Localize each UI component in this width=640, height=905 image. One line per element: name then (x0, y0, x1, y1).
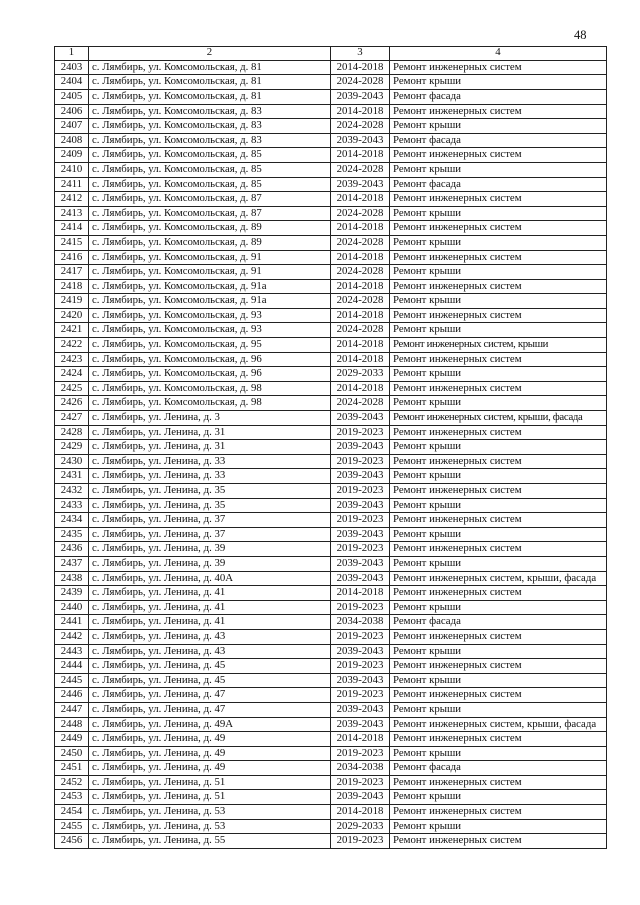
address-cell: с. Лямбирь, ул. Комсомольская, д. 83 (89, 119, 331, 134)
period-cell: 2039-2043 (331, 527, 390, 542)
row-number: 2410 (55, 162, 89, 177)
works-cell: Ремонт инженерных систем (390, 148, 607, 163)
period-cell: 2019-2023 (331, 600, 390, 615)
works-cell: Ремонт крыши (390, 556, 607, 571)
period-cell: 2039-2043 (331, 411, 390, 426)
address-cell: с. Лямбирь, ул. Комсомольская, д. 83 (89, 133, 331, 148)
works-cell: Ремонт крыши (390, 75, 607, 90)
table-row (55, 571, 607, 586)
works-cell: Ремонт крыши (390, 819, 607, 834)
address-cell: с. Лямбирь, ул. Ленина, д. 35 (89, 484, 331, 499)
table-row (55, 265, 607, 280)
table-row (55, 659, 607, 674)
works-cell: Ремонт крыши (390, 644, 607, 659)
address-cell: с. Лямбирь, ул. Комсомольская, д. 89 (89, 221, 331, 236)
period-cell: 2014-2018 (331, 805, 390, 820)
row-number: 2438 (55, 571, 89, 586)
works-cell: Ремонт крыши (390, 746, 607, 761)
period-cell: 2039-2043 (331, 89, 390, 104)
address-cell: с. Лямбирь, ул. Комсомольская, д. 98 (89, 381, 331, 396)
address-cell: с. Лямбирь, ул. Комсомольская, д. 91а (89, 294, 331, 309)
period-cell: 2024-2028 (331, 206, 390, 221)
period-cell: 2039-2043 (331, 556, 390, 571)
row-number: 2443 (55, 644, 89, 659)
period-cell: 2019-2023 (331, 688, 390, 703)
period-cell: 2024-2028 (331, 323, 390, 338)
works-cell: Ремонт фасада (390, 761, 607, 776)
table-row (55, 425, 607, 440)
table-row (55, 352, 607, 367)
period-cell: 2039-2043 (331, 673, 390, 688)
table-row (55, 469, 607, 484)
row-number: 2453 (55, 790, 89, 805)
row-number: 2440 (55, 600, 89, 615)
address-cell: с. Лямбирь, ул. Ленина, д. 41 (89, 600, 331, 615)
registry-table (54, 46, 607, 849)
row-number: 2424 (55, 367, 89, 382)
period-cell: 2039-2043 (331, 644, 390, 659)
table-row (55, 279, 607, 294)
works-cell: Ремонт крыши (390, 790, 607, 805)
row-number: 2414 (55, 221, 89, 236)
row-number: 2408 (55, 133, 89, 148)
period-cell: 2014-2018 (331, 381, 390, 396)
address-cell: с. Лямбирь, ул. Ленина, д. 47 (89, 688, 331, 703)
period-cell: 2014-2018 (331, 352, 390, 367)
row-number: 2420 (55, 308, 89, 323)
works-cell: Ремонт инженерных систем (390, 775, 607, 790)
row-number: 2455 (55, 819, 89, 834)
works-cell: Ремонт крыши (390, 600, 607, 615)
address-cell: с. Лямбирь, ул. Ленина, д. 53 (89, 805, 331, 820)
works-cell: Ремонт инженерных систем (390, 60, 607, 75)
table-row (55, 206, 607, 221)
row-number: 2405 (55, 89, 89, 104)
address-cell: с. Лямбирь, ул. Комсомольская, д. 93 (89, 323, 331, 338)
table-row (55, 819, 607, 834)
row-number: 2412 (55, 192, 89, 207)
period-cell: 2029-2033 (331, 367, 390, 382)
works-cell: Ремонт крыши (390, 702, 607, 717)
table-row (55, 717, 607, 732)
works-cell: Ремонт инженерных систем, крыши, фасада (390, 717, 607, 732)
address-cell: с. Лямбирь, ул. Ленина, д. 39 (89, 542, 331, 557)
row-number: 2406 (55, 104, 89, 119)
period-cell: 2039-2043 (331, 440, 390, 455)
table-row (55, 805, 607, 820)
works-cell: Ремонт крыши (390, 498, 607, 513)
row-number: 2416 (55, 250, 89, 265)
address-cell: с. Лямбирь, ул. Ленина, д. 45 (89, 659, 331, 674)
row-number: 2450 (55, 746, 89, 761)
works-cell: Ремонт инженерных систем (390, 425, 607, 440)
works-cell: Ремонт фасада (390, 177, 607, 192)
works-cell: Ремонт инженерных систем (390, 659, 607, 674)
address-cell: с. Лямбирь, ул. Комсомольская, д. 98 (89, 396, 331, 411)
works-cell: Ремонт крыши (390, 673, 607, 688)
table-row (55, 542, 607, 557)
address-cell: с. Лямбирь, ул. Ленина, д. 43 (89, 644, 331, 659)
row-number: 2447 (55, 702, 89, 717)
works-cell: Ремонт инженерных систем (390, 834, 607, 849)
table-row (55, 308, 607, 323)
table-row (55, 513, 607, 528)
works-cell: Ремонт крыши (390, 323, 607, 338)
row-number: 2451 (55, 761, 89, 776)
row-number: 2417 (55, 265, 89, 280)
row-number: 2456 (55, 834, 89, 849)
table-row (55, 221, 607, 236)
works-cell: Ремонт инженерных систем, крыши, фасада (390, 411, 607, 426)
period-cell: 2014-2018 (331, 338, 390, 353)
works-cell: Ремонт инженерных систем, крыши, фасада (390, 571, 607, 586)
period-cell: 2019-2023 (331, 513, 390, 528)
works-cell: Ремонт инженерных систем (390, 279, 607, 294)
row-number: 2433 (55, 498, 89, 513)
period-cell: 2014-2018 (331, 192, 390, 207)
address-cell: с. Лямбирь, ул. Ленина, д. 49А (89, 717, 331, 732)
address-cell: с. Лямбирь, ул. Комсомольская, д. 85 (89, 162, 331, 177)
table-row (55, 367, 607, 382)
table-row (55, 89, 607, 104)
works-cell: Ремонт крыши (390, 162, 607, 177)
period-cell: 2024-2028 (331, 235, 390, 250)
row-number: 2425 (55, 381, 89, 396)
address-cell: с. Лямбирь, ул. Комсомольская, д. 85 (89, 148, 331, 163)
table-row (55, 104, 607, 119)
address-cell: с. Лямбирь, ул. Комсомольская, д. 91а (89, 279, 331, 294)
table-row (55, 702, 607, 717)
period-cell: 2019-2023 (331, 425, 390, 440)
address-cell: с. Лямбирь, ул. Ленина, д. 37 (89, 527, 331, 542)
row-number: 2403 (55, 60, 89, 75)
period-cell: 2039-2043 (331, 177, 390, 192)
period-cell: 2014-2018 (331, 279, 390, 294)
address-cell: с. Лямбирь, ул. Ленина, д. 43 (89, 629, 331, 644)
row-number: 2428 (55, 425, 89, 440)
address-cell: с. Лямбирь, ул. Ленина, д. 33 (89, 454, 331, 469)
table-row (55, 235, 607, 250)
table-row (55, 162, 607, 177)
row-number: 2411 (55, 177, 89, 192)
address-cell: с. Лямбирь, ул. Ленина, д. 47 (89, 702, 331, 717)
works-cell: Ремонт крыши (390, 367, 607, 382)
works-cell: Ремонт инженерных систем (390, 221, 607, 236)
table-row (55, 294, 607, 309)
period-cell: 2039-2043 (331, 469, 390, 484)
row-number: 2434 (55, 513, 89, 528)
address-cell: с. Лямбирь, ул. Ленина, д. 51 (89, 775, 331, 790)
period-cell: 2014-2018 (331, 104, 390, 119)
period-cell: 2024-2028 (331, 75, 390, 90)
works-cell: Ремонт инженерных систем (390, 586, 607, 601)
period-cell: 2014-2018 (331, 60, 390, 75)
table-row (55, 732, 607, 747)
table-row (55, 761, 607, 776)
row-number: 2422 (55, 338, 89, 353)
row-number: 2427 (55, 411, 89, 426)
period-cell: 2039-2043 (331, 498, 390, 513)
header-col-works: 4 (390, 47, 607, 61)
works-cell: Ремонт инженерных систем (390, 513, 607, 528)
row-number: 2441 (55, 615, 89, 630)
table-row (55, 250, 607, 265)
table-header (55, 47, 607, 61)
period-cell: 2039-2043 (331, 702, 390, 717)
address-cell: с. Лямбирь, ул. Ленина, д. 53 (89, 819, 331, 834)
row-number: 2436 (55, 542, 89, 557)
header-col-address: 2 (89, 47, 331, 61)
table-row (55, 688, 607, 703)
header-col-number: 1 (55, 47, 89, 61)
works-cell: Ремонт фасада (390, 615, 607, 630)
address-cell: с. Лямбирь, ул. Комсомольская, д. 81 (89, 60, 331, 75)
table-row (55, 192, 607, 207)
address-cell: с. Лямбирь, ул. Ленина, д. 39 (89, 556, 331, 571)
row-number: 2442 (55, 629, 89, 644)
row-number: 2437 (55, 556, 89, 571)
table-row (55, 411, 607, 426)
header-row (55, 47, 607, 61)
address-cell: с. Лямбирь, ул. Комсомольская, д. 96 (89, 367, 331, 382)
works-cell: Ремонт крыши (390, 440, 607, 455)
row-number: 2421 (55, 323, 89, 338)
row-number: 2449 (55, 732, 89, 747)
address-cell: с. Лямбирь, ул. Ленина, д. 49 (89, 761, 331, 776)
table-row (55, 454, 607, 469)
works-cell: Ремонт инженерных систем (390, 454, 607, 469)
address-cell: с. Лямбирь, ул. Ленина, д. 3 (89, 411, 331, 426)
table-row (55, 381, 607, 396)
table-row (55, 440, 607, 455)
table-row (55, 148, 607, 163)
period-cell: 2029-2033 (331, 819, 390, 834)
table-row (55, 133, 607, 148)
row-number: 2423 (55, 352, 89, 367)
works-cell: Ремонт инженерных систем (390, 308, 607, 323)
table-row (55, 527, 607, 542)
works-cell: Ремонт инженерных систем (390, 250, 607, 265)
works-cell: Ремонт фасада (390, 133, 607, 148)
works-cell: Ремонт инженерных систем (390, 805, 607, 820)
works-cell: Ремонт инженерных систем (390, 542, 607, 557)
address-cell: с. Лямбирь, ул. Ленина, д. 33 (89, 469, 331, 484)
works-cell: Ремонт крыши (390, 265, 607, 280)
table-body (55, 60, 607, 848)
period-cell: 2034-2038 (331, 761, 390, 776)
row-number: 2446 (55, 688, 89, 703)
works-cell: Ремонт инженерных систем (390, 104, 607, 119)
address-cell: с. Лямбирь, ул. Комсомольская, д. 91 (89, 265, 331, 280)
period-cell: 2024-2028 (331, 396, 390, 411)
period-cell: 2014-2018 (331, 221, 390, 236)
works-cell: Ремонт фасада (390, 89, 607, 104)
address-cell: с. Лямбирь, ул. Ленина, д. 41 (89, 586, 331, 601)
row-number: 2419 (55, 294, 89, 309)
address-cell: с. Лямбирь, ул. Комсомольская, д. 95 (89, 338, 331, 353)
table-row (55, 644, 607, 659)
table-row (55, 60, 607, 75)
address-cell: с. Лямбирь, ул. Комсомольская, д. 85 (89, 177, 331, 192)
table-row (55, 615, 607, 630)
period-cell: 2024-2028 (331, 119, 390, 134)
period-cell: 2039-2043 (331, 571, 390, 586)
works-cell: Ремонт инженерных систем (390, 484, 607, 499)
period-cell: 2014-2018 (331, 308, 390, 323)
table-row (55, 75, 607, 90)
works-cell: Ремонт крыши (390, 527, 607, 542)
row-number: 2445 (55, 673, 89, 688)
row-number: 2415 (55, 235, 89, 250)
period-cell: 2019-2023 (331, 629, 390, 644)
row-number: 2448 (55, 717, 89, 732)
period-cell: 2019-2023 (331, 775, 390, 790)
table-row (55, 629, 607, 644)
address-cell: с. Лямбирь, ул. Комсомольская, д. 87 (89, 206, 331, 221)
table-row (55, 775, 607, 790)
table-row (55, 746, 607, 761)
address-cell: с. Лямбирь, ул. Ленина, д. 31 (89, 440, 331, 455)
works-cell: Ремонт инженерных систем (390, 381, 607, 396)
period-cell: 2024-2028 (331, 294, 390, 309)
works-cell: Ремонт крыши (390, 396, 607, 411)
address-cell: с. Лямбирь, ул. Ленина, д. 41 (89, 615, 331, 630)
table-row (55, 338, 607, 353)
row-number: 2429 (55, 440, 89, 455)
table-row (55, 600, 607, 615)
address-cell: с. Лямбирь, ул. Ленина, д. 55 (89, 834, 331, 849)
period-cell: 2019-2023 (331, 746, 390, 761)
address-cell: с. Лямбирь, ул. Ленина, д. 49 (89, 732, 331, 747)
row-number: 2430 (55, 454, 89, 469)
address-cell: с. Лямбирь, ул. Ленина, д. 40А (89, 571, 331, 586)
address-cell: с. Лямбирь, ул. Комсомольская, д. 89 (89, 235, 331, 250)
works-cell: Ремонт крыши (390, 119, 607, 134)
period-cell: 2024-2028 (331, 265, 390, 280)
works-cell: Ремонт инженерных систем, крыши (390, 338, 607, 353)
period-cell: 2014-2018 (331, 586, 390, 601)
works-cell: Ремонт крыши (390, 235, 607, 250)
row-number: 2432 (55, 484, 89, 499)
table-row (55, 673, 607, 688)
table-row (55, 119, 607, 134)
row-number: 2439 (55, 586, 89, 601)
table-row (55, 396, 607, 411)
address-cell: с. Лямбирь, ул. Ленина, д. 31 (89, 425, 331, 440)
address-cell: с. Лямбирь, ул. Комсомольская, д. 83 (89, 104, 331, 119)
period-cell: 2014-2018 (331, 732, 390, 747)
row-number: 2409 (55, 148, 89, 163)
period-cell: 2019-2023 (331, 484, 390, 499)
period-cell: 2019-2023 (331, 659, 390, 674)
table-row (55, 484, 607, 499)
address-cell: с. Лямбирь, ул. Комсомольская, д. 87 (89, 192, 331, 207)
address-cell: с. Лямбирь, ул. Ленина, д. 37 (89, 513, 331, 528)
row-number: 2418 (55, 279, 89, 294)
row-number: 2404 (55, 75, 89, 90)
address-cell: с. Лямбирь, ул. Комсомольская, д. 96 (89, 352, 331, 367)
row-number: 2452 (55, 775, 89, 790)
table-row (55, 556, 607, 571)
works-cell: Ремонт инженерных систем (390, 629, 607, 644)
period-cell: 2019-2023 (331, 834, 390, 849)
works-cell: Ремонт крыши (390, 469, 607, 484)
period-cell: 2039-2043 (331, 790, 390, 805)
address-cell: с. Лямбирь, ул. Ленина, д. 35 (89, 498, 331, 513)
period-cell: 2039-2043 (331, 133, 390, 148)
table-row (55, 498, 607, 513)
period-cell: 2039-2043 (331, 717, 390, 732)
row-number: 2431 (55, 469, 89, 484)
works-cell: Ремонт инженерных систем (390, 192, 607, 207)
address-cell: с. Лямбирь, ул. Ленина, д. 49 (89, 746, 331, 761)
page-number: 48 (574, 28, 587, 42)
address-cell: с. Лямбирь, ул. Комсомольская, д. 81 (89, 75, 331, 90)
header-col-period: 3 (331, 47, 390, 61)
address-cell: с. Лямбирь, ул. Комсомольская, д. 93 (89, 308, 331, 323)
address-cell: с. Лямбирь, ул. Ленина, д. 51 (89, 790, 331, 805)
row-number: 2454 (55, 805, 89, 820)
row-number: 2426 (55, 396, 89, 411)
table-row (55, 834, 607, 849)
works-cell: Ремонт крыши (390, 294, 607, 309)
works-cell: Ремонт инженерных систем (390, 688, 607, 703)
row-number: 2435 (55, 527, 89, 542)
table-row (55, 177, 607, 192)
works-cell: Ремонт инженерных систем (390, 352, 607, 367)
address-cell: с. Лямбирь, ул. Ленина, д. 45 (89, 673, 331, 688)
works-cell: Ремонт крыши (390, 206, 607, 221)
table-row (55, 790, 607, 805)
address-cell: с. Лямбирь, ул. Комсомольская, д. 91 (89, 250, 331, 265)
address-cell: с. Лямбирь, ул. Комсомольская, д. 81 (89, 89, 331, 104)
row-number: 2407 (55, 119, 89, 134)
period-cell: 2019-2023 (331, 454, 390, 469)
row-number: 2413 (55, 206, 89, 221)
works-cell: Ремонт инженерных систем (390, 732, 607, 747)
table-row (55, 586, 607, 601)
period-cell: 2019-2023 (331, 542, 390, 557)
row-number: 2444 (55, 659, 89, 674)
table-row (55, 323, 607, 338)
period-cell: 2034-2038 (331, 615, 390, 630)
period-cell: 2024-2028 (331, 162, 390, 177)
period-cell: 2014-2018 (331, 250, 390, 265)
period-cell: 2014-2018 (331, 148, 390, 163)
